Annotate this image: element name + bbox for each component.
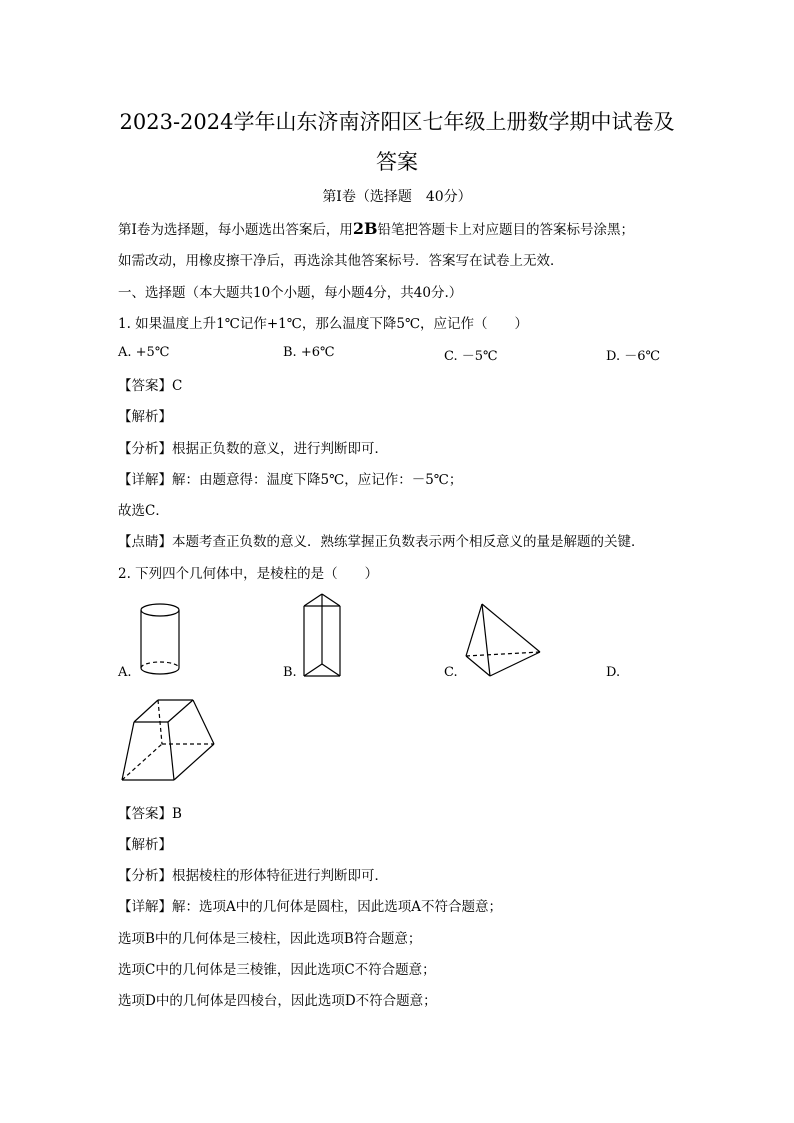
instructions-bold-2b: 2B	[352, 219, 378, 238]
q1-option-a: A. +5℃	[118, 345, 170, 360]
q1-stem: 1. 如果温度上升1℃记作+1℃，那么温度下降5℃，应记作（ ）	[118, 316, 529, 332]
q1-option-d: D. －6℃	[606, 349, 661, 364]
q1-answer: 【答案】C	[118, 378, 183, 394]
q2-answer: 【答案】B	[118, 806, 182, 822]
document-title-line2: 答案	[376, 150, 418, 174]
q1-xiangjie: 【详解】解：由题意得：温度下降5℃，应记作：－5℃；	[118, 472, 463, 488]
q2-line-c: 选项C中的几何体是三棱锥，因此选项C不符合题意；	[118, 962, 436, 978]
instructions-line1	[118, 218, 634, 238]
q2-stem: 2. 下列四个几何体中，是棱柱的是（ ）	[118, 566, 379, 582]
cylinder-top-ellipse	[141, 604, 179, 616]
q1-analysis-label: 【解析】	[118, 409, 172, 425]
instructions-text-before: 第Ⅰ卷为选择题，每小题选出答案后，用	[118, 222, 353, 238]
q2-option-a-label: A.	[118, 665, 132, 680]
triangular-prism-figure	[300, 592, 346, 684]
q2-option-c-label: C.	[444, 665, 458, 680]
cylinder-bottom-front	[141, 668, 179, 674]
q1-conclusion: 故选C．	[118, 503, 169, 519]
instructions-text-after: 铅笔把答题卡上对应题目的答案标号涂黑；	[377, 222, 634, 238]
cylinder-figure	[138, 600, 184, 680]
q2-xiangjie: 【详解】解：选项A中的几何体是圆柱，因此选项A不符合题意；	[118, 899, 502, 915]
q2-option-b-label: B.	[283, 665, 297, 680]
q2-line-d: 选项D中的几何体是四棱台，因此选项D不符合题意；	[118, 993, 437, 1009]
square-frustum-figure	[118, 696, 218, 786]
section-title: 第Ⅰ卷（选择题 40分）	[322, 189, 472, 205]
q2-line-b: 选项B中的几何体是三棱柱，因此选项B符合题意；	[118, 931, 422, 947]
q2-fenxi: 【分析】根据棱柱的形体特征进行判断即可．	[118, 868, 388, 884]
q2-option-d-label: D.	[606, 665, 621, 680]
document-title-line1: 2023-2024学年山东济南济阳区七年级上册数学期中试卷及	[119, 110, 675, 134]
q1-fenxi: 【分析】根据正负数的意义，进行判断即可．	[118, 441, 388, 457]
q2-analysis-label: 【解析】	[118, 837, 172, 853]
cylinder-bottom-back	[141, 662, 179, 668]
q1-dianjing: 【点睛】本题考查正负数的意义．熟练掌握正负数表示两个相反意义的量是解题的关键．	[118, 534, 645, 550]
q1-option-b: B. +6℃	[283, 345, 335, 360]
q1-option-c: C. －5℃	[444, 349, 498, 364]
instructions-line2: 如需改动，用橡皮擦干净后，再选涂其他答案标号．答案写在试卷上无效．	[118, 253, 564, 269]
triangular-pyramid-figure	[462, 600, 546, 682]
part-heading: 一、选择题（本大题共10个小题，每小题4分，共40分.）	[118, 285, 463, 301]
